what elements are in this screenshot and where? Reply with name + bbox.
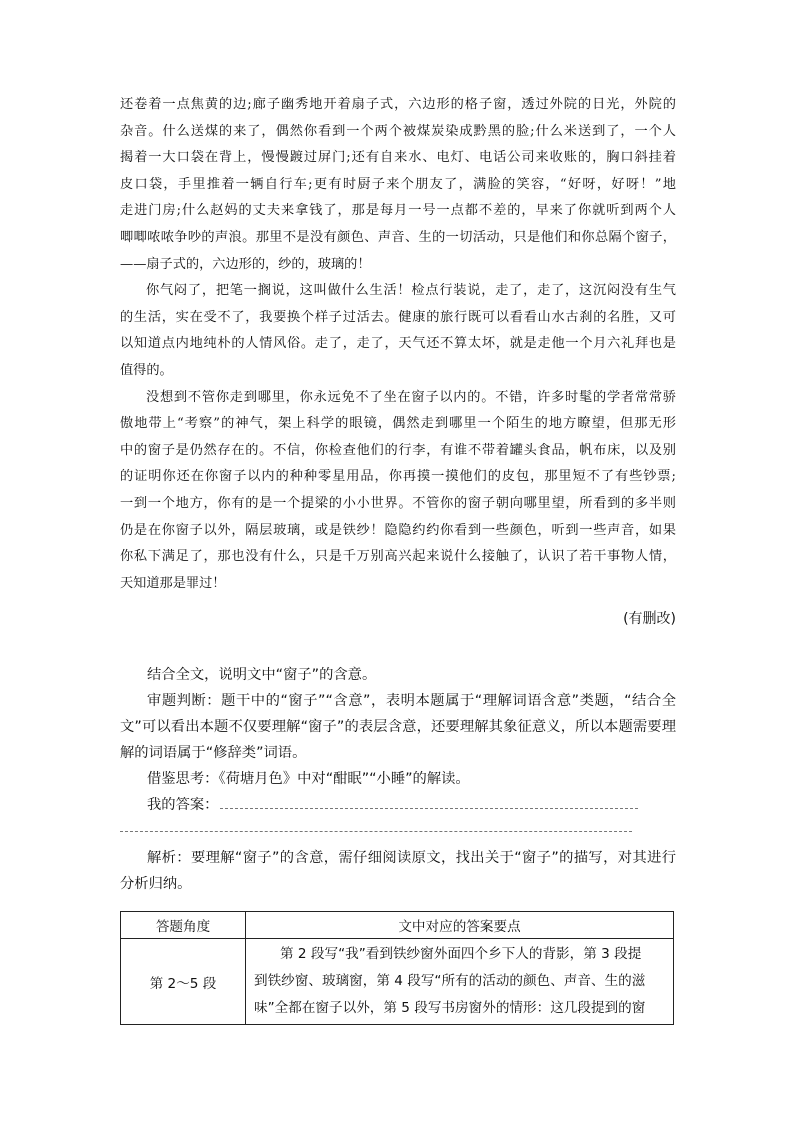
text-line: 以知道点内地纯朴的人情风俗。走了，走了，天气还不算太坏，就是走他一个月六礼拜也是: [120, 336, 676, 352]
text-line: 解的词语属于“修辞类”词语。: [120, 745, 307, 761]
answer-table: [120, 911, 674, 1025]
text-line: 没想到不管你走到哪里，你永远免不了坐在窗子以内的。不错，许多时髦的学者常常骄: [146, 389, 676, 405]
text-line: 味”全都在窗子以外，第 5 段写书房窗外的情形：这几段提到的窗: [254, 1000, 646, 1016]
judge-paragraph-end: [120, 740, 676, 766]
text-line: ——扇子式的，六边形的，纱的，玻璃的！: [120, 256, 371, 272]
analysis-section: [120, 662, 676, 897]
answer-blank-line-2[interactable]: [120, 831, 632, 832]
passage-paragraph-3: [120, 385, 676, 571]
reference-text: 借鉴思考：《荷塘月色》中对“酣眠”“小睡”的解读。: [147, 771, 470, 787]
text-line: 揭着一大口袋在背上，慢慢踱过屏门;还有自来水、电灯、电话公司来收账的，胸口斜挂着: [120, 150, 676, 166]
my-answer-row: [120, 792, 676, 818]
source-note: (有删改): [623, 611, 676, 627]
text-line: 皮口袋，手里推着一辆自行车;更有时厨子来个朋友了，满脸的笑容，“好呀，好呀！”地: [120, 176, 676, 192]
text-line: 审题判断：题干中的“窗子”“含意”，表明本题属于“理解词语含意”类题，“结合全: [147, 693, 676, 709]
text-line: 一到一个地方，你有的是一个提梁的小小世界。不管你的窗子朝向哪里望，所看到的多半则: [120, 495, 676, 511]
explain-paragraph: [120, 845, 676, 871]
passage-paragraph-2: [120, 278, 676, 358]
text-line: 的证明你还在你窗子以内的种种零星用品，你再摸一摸他们的皮包，那里短不了有些钞票;: [120, 469, 676, 485]
text-line: 第 2 段写“我”看到铁纱窗外面四个乡下人的背影，第 3 段提: [280, 946, 642, 962]
judge-paragraph: [120, 688, 676, 740]
my-answer-label: 我的答案：: [147, 797, 219, 813]
table-cell-angle: 第 2～5 段: [121, 939, 246, 1025]
text-line: 中的窗子是仍然存在的。不信，你检查他们的行李，有谁不带着罐头食品，帆布床，以及别: [120, 442, 676, 458]
text-line: 分析归纳。: [120, 876, 192, 892]
passage-paragraph-1: [120, 92, 676, 252]
text-line: 唧唧哝哝争吵的声浪。那里不是没有颜色、声音、生的一切活动，只是他们和你总隔个窗子，: [120, 229, 676, 245]
answer-blank-line[interactable]: [220, 808, 638, 809]
table-header-cell: 文中对应的答案要点: [246, 912, 674, 939]
text-line: 仍是在你窗子以外，隔层玻璃，或是铁纱！隐隐约约你看到一些颜色，听到一些声音，如果: [120, 522, 676, 538]
text-line: [254, 946, 641, 962]
text-line: 解析：要理解“窗子”的含意，需仔细阅读原文，找出关于“窗子”的描写，对其进行: [147, 850, 676, 866]
text-line: 文”可以看出本题不仅要理解“窗子”的表层含意，还要理解其象征意义，所以本题需要理: [120, 719, 676, 735]
text-line: 走进门房;什么赵妈的丈夫来拿钱了，那是每月一号一点都不差的，早来了你就听到两个人: [120, 203, 676, 219]
passage-excerpt: [120, 92, 676, 597]
table-header-cell: 答题角度: [121, 912, 246, 939]
text-line: 傲地带上“考察”的神气，架上科学的眼镜，偶然走到哪里一个陌生的地方瞭望，但那无形: [120, 416, 676, 432]
text-line: 的生活，实在受不了，我要换个样子过活去。健康的旅行既可以看看山水古刹的名胜，又可: [120, 309, 676, 325]
text-line: 你气闷了，把笔一搁说，这叫做什么生活！检点行装说，走了，走了，这沉闷没有生气: [146, 283, 676, 299]
question-text: 结合全文，说明文中“窗子”的含意。: [147, 667, 377, 683]
passage-paragraph-3-end: [120, 571, 676, 598]
text-line: 到铁纱窗、玻璃窗，第 4 段写“所有的活动的颜色、声音、生的滋: [254, 973, 646, 989]
text-line: 你私下满足了，那也没有什么，只是千万别高兴起来说什么接触了，认识了若干事物人情，: [120, 549, 676, 565]
passage-paragraph-1-end: [120, 252, 676, 279]
explain-paragraph-end: [120, 871, 676, 897]
text-line: 值得的。: [120, 362, 173, 378]
table-header-row: [121, 912, 674, 939]
text-line: 杂音。什么送煤的来了，偶然你看到一个两个被煤炭染成黔黑的脸;什么米送到了，一个人: [120, 123, 676, 139]
text-line: 天知道那是罪过！: [120, 575, 226, 591]
table-row: [121, 939, 674, 1025]
text-line: 还卷着一点焦黄的边;廊子幽秀地开着扇子式，六边形的格子窗，透过外院的日光，外院的: [120, 97, 676, 112]
passage-paragraph-2-end: [120, 358, 676, 385]
table-cell-points: [246, 939, 674, 1025]
